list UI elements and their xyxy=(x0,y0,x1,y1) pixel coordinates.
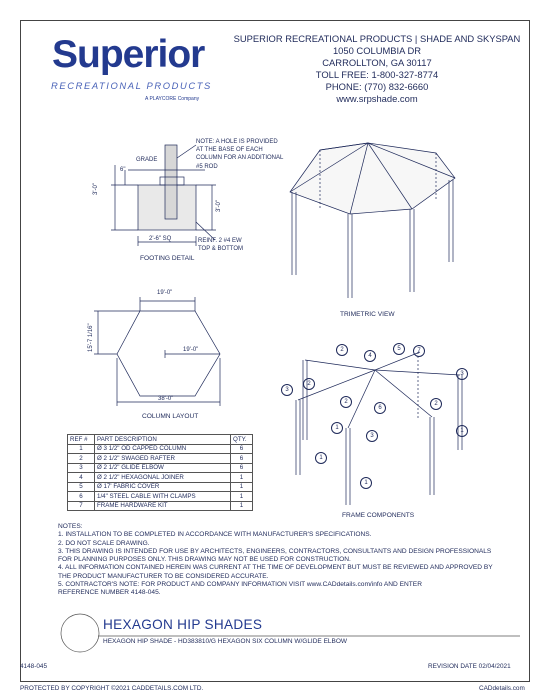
row-desc: FRAME HARDWARE KIT xyxy=(95,501,231,511)
note-line: 4. ALL INFORMATION CONTAINED HEREIN WAS CURRENT AT THE TIME OF DEVELOPMENT BUT MUST BE REVIEWED AND APPROVED BY xyxy=(58,564,493,572)
copyright-notice: PROTECTED BY COPYRIGHT ©2021 CADDETAILS.COM LTD. xyxy=(20,685,204,692)
callout-5: 5 xyxy=(393,343,405,355)
note-line: 3. THIS DRAWING IS INTENDED FOR USE BY ARCHITECTS, ENGINEERS, CONTRACTORS, CONSULTANTS AND DESIGN PROFESSIONALS xyxy=(58,547,492,555)
footing-note-line: #5 ROD xyxy=(196,163,218,170)
row-qty: 1 xyxy=(231,482,253,492)
callout-4: 4 xyxy=(364,350,376,362)
row-desc: 1/4" STEEL CABLE WITH CLAMPS xyxy=(95,492,231,502)
note-line: THE PRODUCT MANUFACTURER TO BE CONSIDERED ACCURATE. xyxy=(58,572,269,580)
col-ref: REF # xyxy=(68,435,95,445)
callout-3b: 3 xyxy=(281,384,293,396)
footing-note-line: COLUMN FOR AN ADDITIONAL xyxy=(196,155,284,162)
row-ref: 6 xyxy=(68,492,95,502)
callout-1d: 1 xyxy=(360,477,372,489)
callout-2c: 2 xyxy=(340,396,352,408)
callout-1b: 1 xyxy=(456,425,468,437)
col-qty: QTY. xyxy=(231,435,253,445)
row-qty: 6 xyxy=(231,454,253,464)
superior-logo-wordmark: Superior xyxy=(52,33,205,76)
callout-2: 2 xyxy=(336,344,348,356)
row-ref: 1 xyxy=(68,444,95,454)
note-line: FOR PLANNING PURPOSES ONLY. THIS DRAWING MAY NOT BE USED FOR CONSTRUCTION. xyxy=(58,556,351,564)
notes-heading: NOTES: xyxy=(58,523,83,530)
row-qty: 6 xyxy=(231,444,253,454)
reinf-line: REINF. 2 #4 EW xyxy=(198,238,242,244)
row-desc: Ø 2 1/2" GLIDE ELBOW xyxy=(95,463,231,473)
footing-dim-square: 2'-6" SQ xyxy=(149,236,172,242)
callout-1: 1 xyxy=(331,422,343,434)
row-ref: 2 xyxy=(68,454,95,464)
frame-components-caption: FRAME COMPONENTS xyxy=(342,512,415,519)
note-line: 2. DO NOT SCALE DRAWING. xyxy=(58,539,150,547)
company-name: SUPERIOR RECREATIONAL PRODUCTS | SHADE AND SKYSPAN xyxy=(233,33,521,44)
row-desc: Ø 3 1/2" OD CAPPED COLUMN xyxy=(95,444,231,454)
drawing-title: HEXAGON HIP SHADES xyxy=(103,617,263,632)
footing-note-line: AT THE BASE OF EACH xyxy=(196,147,263,154)
note-line: REFERENCE NUMBER 4148-045. xyxy=(58,589,161,597)
row-ref: 4 xyxy=(68,473,95,483)
revision-date: REVISION DATE 02/04/2021 xyxy=(428,663,511,670)
company-website[interactable]: www.srpshade.com xyxy=(336,93,418,104)
note-line: 1. INSTALLATION TO BE COMPLETED IN ACCORDANCE WITH MANUFACTURER'S SPECIFICATIONS. xyxy=(58,531,372,539)
row-ref: 3 xyxy=(68,463,95,473)
footing-note-line: NOTE: A HOLE IS PROVIDED xyxy=(196,139,278,145)
callout-6: 6 xyxy=(374,402,386,414)
layout-dim-top: 19'-0" xyxy=(157,290,173,296)
footing-detail-caption: FOOTING DETAIL xyxy=(140,255,195,262)
logo-tagline: RECREATIONAL PRODUCTS xyxy=(51,80,212,91)
row-ref: 5 xyxy=(68,482,95,492)
callout-3c: 3 xyxy=(366,430,378,442)
column-layout-caption: COLUMN LAYOUT xyxy=(142,413,199,420)
row-qty: 1 xyxy=(231,501,253,511)
callout-2b: 2 xyxy=(303,378,315,390)
reference-number: 4148-045 xyxy=(20,663,48,670)
layout-dim-mid: 19'-0" xyxy=(183,347,199,353)
caddetails-link[interactable]: CADdetails.com xyxy=(479,685,525,692)
callout-7: 7 xyxy=(413,345,425,357)
callout-3: 3 xyxy=(456,368,468,380)
row-ref: 7 xyxy=(68,501,95,511)
layout-dim-left: 15'-7 1/16" xyxy=(88,323,94,352)
row-desc: Ø 2 1/2" HEXAGONAL JOINER xyxy=(95,473,231,483)
callout-1c: 1 xyxy=(315,452,327,464)
company-phone: PHONE: (770) 832-6660 xyxy=(325,81,429,92)
playcore-label: A PLAYCORE Company xyxy=(145,96,200,102)
trimetric-view-caption: TRIMETRIC VIEW xyxy=(340,311,395,318)
row-qty: 1 xyxy=(231,473,253,483)
col-description: PART DESCRIPTION xyxy=(95,435,231,445)
company-address2: CARROLLTON, GA 30117 xyxy=(322,57,432,68)
grade-label: GRADE xyxy=(136,157,158,163)
note-line: 5. CONTRACTOR'S NOTE: FOR PRODUCT AND COMPANY INFORMATION VISIT www.CADdetails.com/info AND ENTER xyxy=(58,581,422,589)
reinf-line: TOP & BOTTOM xyxy=(198,246,244,252)
layout-dim-bottom: 38'-0" xyxy=(158,396,174,402)
drawing-subtitle: HEXAGON HIP SHADE - HD383810/G HEXAGON SIX COLUMN W/GLIDE ELBOW xyxy=(103,638,348,645)
company-address1: 1050 COLUMBIA DR xyxy=(332,45,422,56)
row-qty: 6 xyxy=(231,463,253,473)
row-desc: Ø 2 1/2" SWAGED RAFTER xyxy=(95,454,231,464)
footing-dim-3ft-left: 3'-0" xyxy=(93,183,99,195)
row-desc: Ø 17' FABRIC COVER xyxy=(95,482,231,492)
footing-dim-6in: 6" xyxy=(120,167,126,173)
row-qty: 1 xyxy=(231,492,253,502)
company-tollfree: TOLL FREE: 1-800-327-8774 xyxy=(315,69,439,80)
footing-dim-3ft-right: 3'-0" xyxy=(216,200,222,212)
callout-2d: 2 xyxy=(430,398,442,410)
